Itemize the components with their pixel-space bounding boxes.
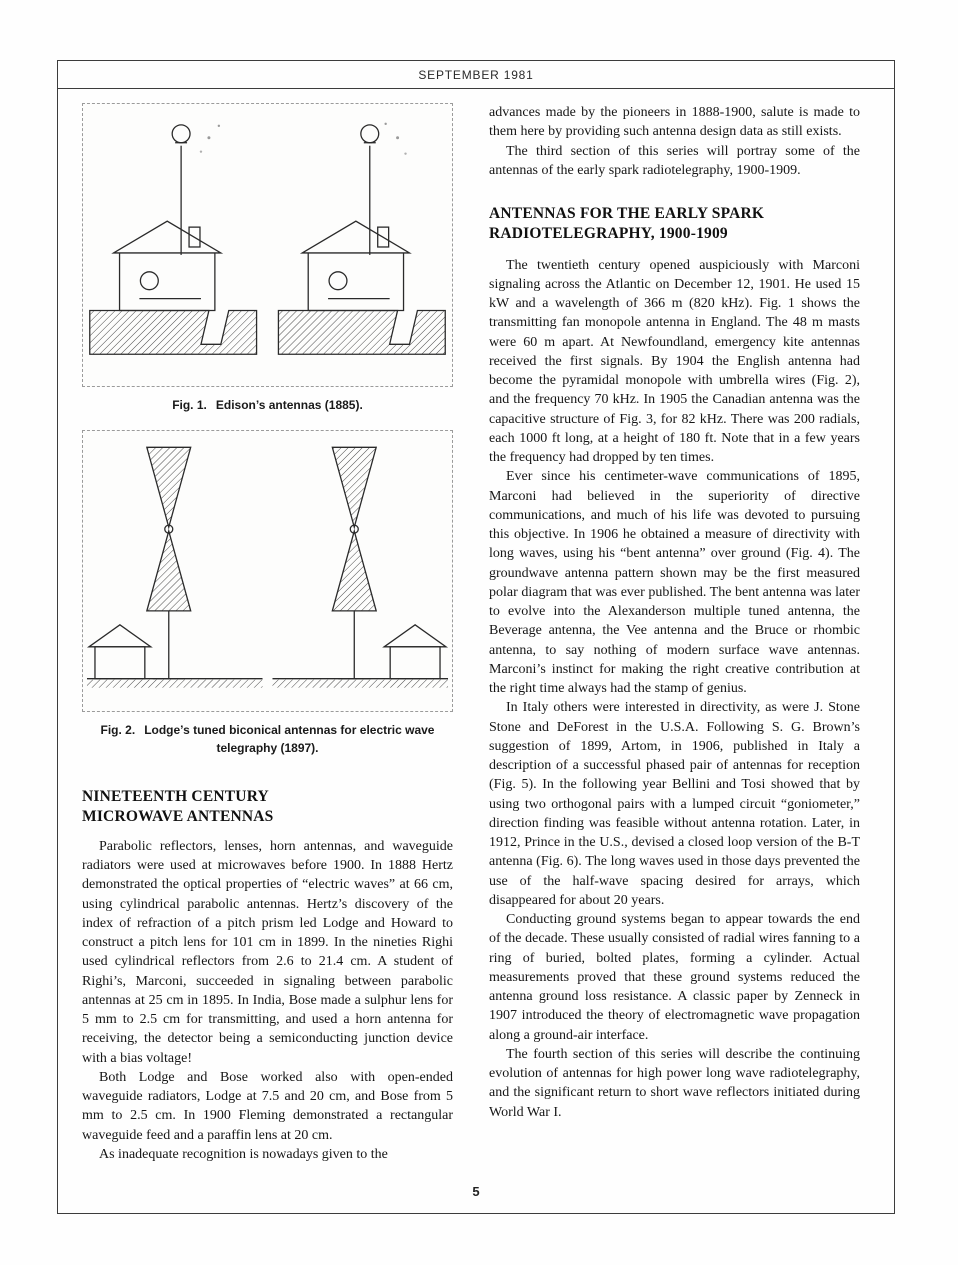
paragraph-spark-2: Ever since his centimeter-wave communications of 1895, Marconi had believed in the superiority of directive communications, and much of his life was devoted to pursuing this objective. In 1906 he obtained a measure of directivity with long waves, using his “bent antenna” over ground (Fig. 4). The groundwave antenna pattern shown may be the first measured polar diagram that was ever published. The bent antenna was later to evolve into the Alexanderson multiple tuned antenna, the Beverage antenna, the Vee antenna and the Bruce or rhombic antenna, to say nothing of modern surface wave antennas. Marconi’s instinct for making the right creative contribution at the right time always had the stamp of genius. (489, 469, 860, 697)
paragraph-spark-1: The twentieth century opened auspiciously with Marconi signaling across the Atlantic on December 12, 1901. He used 15 kW and a wavelength of 366 m (820 kHz). Fig. 1 shows the transmitting fan monopole antenna in England. The 48 m masts were 60 m apart. At Newfoundland, emergency kite antennas received the first signals. By 1904 the English antenna had become the pyramidal monopole with umbrella wires (Fig. 2), and the frequency 70 kHz. In 1905 the Canadian antenna was the capacitive structure of Fig. 3, for 82 kHz. There was 200 radials, each 1000 ft long, at a height of 180 ft. Note that in a few years the frequency had dropped by ten times. (489, 257, 860, 466)
heading-line: NINETEENTH CENTURY (82, 788, 269, 806)
figure-2-caption (92, 722, 444, 757)
figure-1-caption-label: Fig. 1. (172, 398, 207, 412)
page-frame (57, 60, 895, 1214)
paragraph-nineteenth-3: As inadequate recognition is nowadays given to the (99, 1146, 388, 1162)
figure-2-caption-text: Lodge’s tuned biconical antennas for electric wave telegraphy (1897). (144, 723, 435, 755)
left-column (82, 103, 453, 1164)
page-number: 5 (472, 1184, 480, 1199)
paragraph-spark-5: The fourth section of this series will describe the continuing evolution of antennas for high power long wave radiotelegraphy, and the significant return to short wave reflectors initiated during World War I. (489, 1046, 860, 1120)
figure-1-caption (82, 397, 453, 414)
figure-2-caption-label: Fig. 2. (100, 723, 136, 738)
figure-2 (82, 430, 453, 757)
paragraph-continuation: advances made by the pioneers in 1888-1900, salute is made to them here by providing such antenna design data as still exists. (489, 105, 860, 140)
paragraph-nineteenth-2: Both Lodge and Bose worked also with open-ended waveguide radiators, Lodge at 7.5 and 20 cm, and Bose from 5 mm to 2.5 cm. In 1900 Fleming demonstrated a rectangular waveguide feed and a paraffin lens at 20 cm. (82, 1069, 453, 1143)
heading-line: ANTENNAS FOR THE EARLY SPARK (489, 205, 765, 222)
section-heading-early-spark-radiotelegraphy (489, 204, 860, 244)
heading-line: MICROWAVE ANTENNAS (82, 808, 274, 825)
figure-1-caption-text: Edison’s antennas (1885). (215, 398, 363, 412)
edison-antennas-drawing (83, 104, 452, 386)
page-header (58, 61, 894, 89)
paragraph-nineteenth-1: Parabolic reflectors, lenses, horn antennas, and waveguide radiators were used at microwaves before 1900. In 1888 Hertz demonstrated the optical properties of “electric waves” at 66 cm, using cylindrical parabolic antennas. Hertz’s discovery of the index of refraction of a pitch prism led Lodge and Howard to construct a pitch lens for 101 cm in 1899. In the nineties Righi used cylindrical reflectors from 2.6 to 21.4 cm. A student of Righi’s, Marconi, succeeded in signaling between parabolic antennas at 25 cm in 1895. In India, Bose made a sulphur lens for 5 mm to 2.5 cm for transmitting, and used a horn antenna for receiving, the detector being a semiconducting junction device with a bias voltage! (82, 838, 453, 1066)
paragraph-third-section: The third section of this series will portray some of the antennas of the early spark radiotelegraphy, 1900-1909. (489, 143, 860, 178)
page-content (58, 89, 894, 1164)
paragraph-spark-4: Conducting ground systems began to appear towards the end of the decade. These usually consisted of radial wires fanning to a ring of buried, bolted plates, forming a cylinder. Actual measurements proved that these ground systems reduced the antenna ground loss resistance. A classic paper by Zenneck in 1907 introduced the theory of electromagnetic wave propagation along a ground-air interface. (489, 912, 860, 1043)
right-column (489, 103, 860, 1164)
biconical-antennas-drawing (83, 431, 452, 711)
heading-line: RADIOTELEGRAPHY, 1900-1909 (489, 224, 728, 242)
figure-1 (82, 103, 453, 414)
figure-1-image (82, 103, 453, 387)
paragraph-spark-3: In Italy others were interested in directivity, as were J. Stone Stone and DeForest in the U.S.A. Following S. G. Brown’s suggestion of 1899, Artom, in 1906, published in Italy a description of a successful phased pair of antennas for reception (Fig. 5). In the following year Bellini and Tosi showed that by using two orthogonal pairs with a lumped circuit “goniometer,” direction finding was feasible without antenna rotation. Later, in 1912, Prince in the U.S., devised a closed loop version of the B-T antenna (Fig. 6). The long waves used in those days prevented the use of the half-wave spacing desired for arrays, which disappeared for about 20 years. (489, 700, 860, 908)
issue-date: SEPTEMBER 1981 (418, 67, 534, 82)
section-heading-nineteenth-century-microwave-antennas (82, 787, 453, 827)
figure-2-image (82, 430, 453, 712)
